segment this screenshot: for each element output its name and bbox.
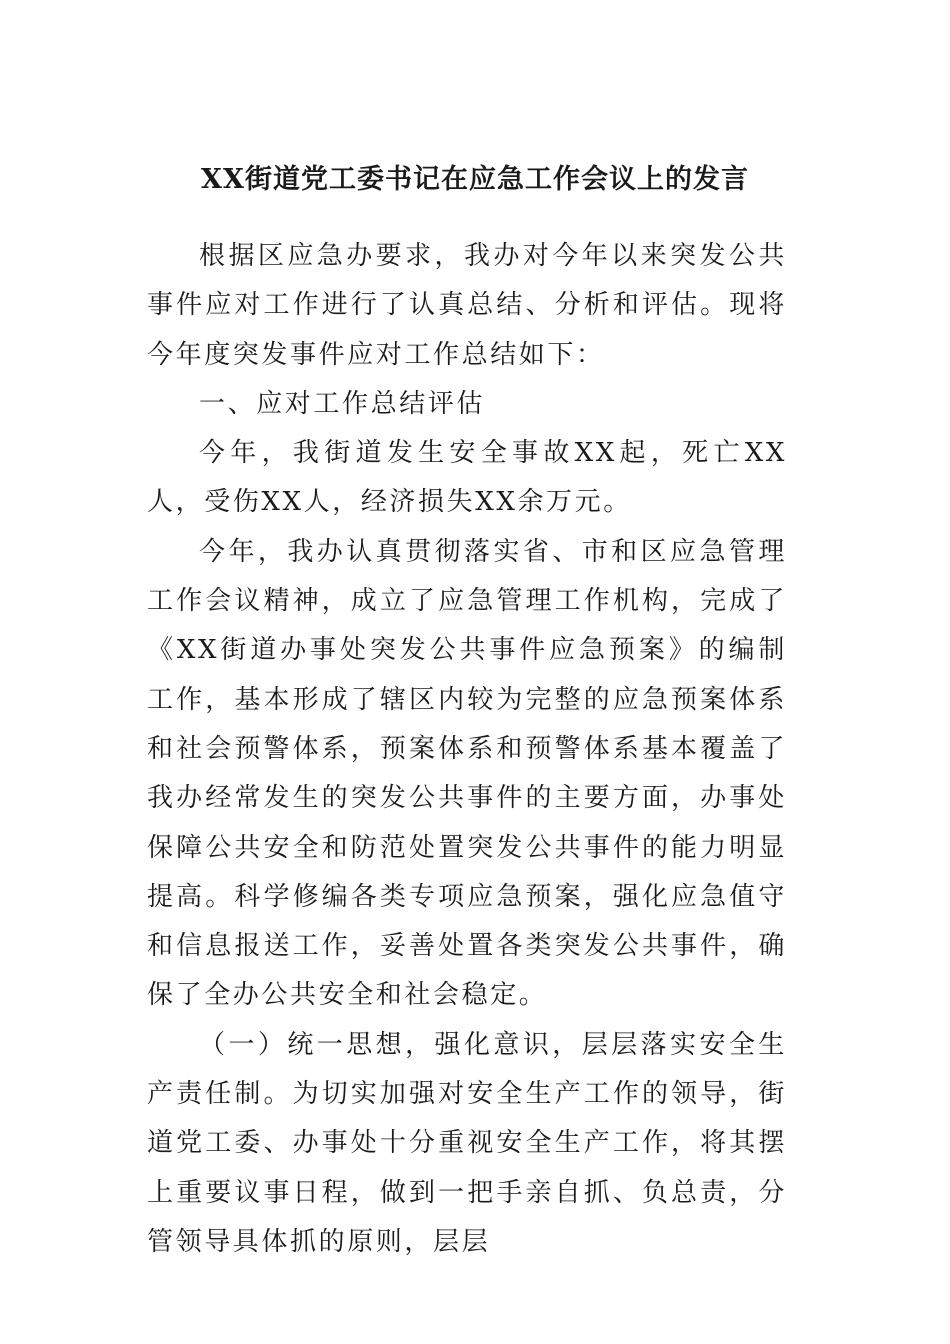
paragraph-intro: 根据区应急办要求，我办对今年以来突发公共事件应对工作进行了认真总结、分析和评估。现将今年度突发事件应对工作总结如下： (147, 241, 787, 370)
paragraph-summary: 今年，我办认真贯彻落实省、市和区应急管理工作会议精神，成立了应急管理工作机构，完成了《XX街道办事处突发公共事件应急预案》的编制工作，基本形成了辖区内较为完整的应急预案体系和社会预警体系，预案体系和预警体系基本覆盖了我办经常发生的突发公共事件的主要方面，办事处保障公共安全和防范处置突发公共事件的能力明显提高。科学修编各类专项应急预案，强化应急值守和信息报送工作，妥善处置各类突发公共事件，确保了全办公共安全和社会稳定。 (147, 536, 787, 1011)
document-body (147, 232, 787, 1267)
section-heading: 一、应对工作总结评估 (199, 388, 486, 419)
paragraph-statistics: 今年，我街道发生安全事故XX起，死亡XX人，受伤XX人，经济损失XX余万元。 (147, 438, 787, 518)
document-title: XX街道党工委书记在应急工作会议上的发言 (201, 164, 749, 195)
paragraph-subsection-one: （一）统一思想，强化意识，层层落实安全生产责任制。为切实加强对安全生产工作的领导，街道党工委、办事处十分重视安全生产工作，将其摆上重要议事日程，做到一把手亲自抓、负总责，分管领导具体抓的原则，层层 (147, 1029, 787, 1257)
